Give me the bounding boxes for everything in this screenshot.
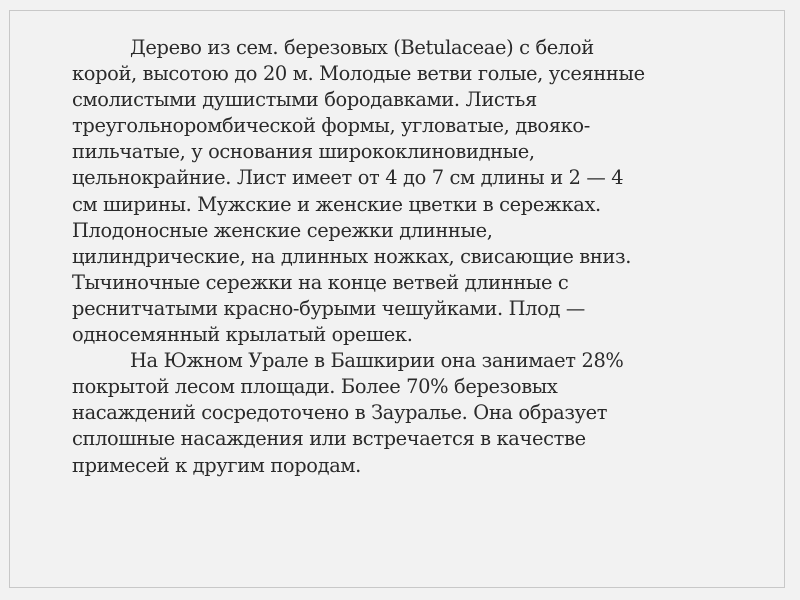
text-line: треугольноромбической формы, угловатые, двояко-	[72, 114, 590, 138]
text-line: примесей к другим породам.	[72, 453, 361, 477]
text-line: реснитчатыми красно-бурыми чешуйками. Плод —	[72, 296, 585, 320]
paragraph-description	[72, 35, 747, 348]
text-line: Тычиночные сережки на конце ветвей длинные с	[72, 270, 569, 294]
text-body	[72, 35, 747, 479]
text-line: насаждений сосредоточено в Зауралье. Она образует	[72, 401, 608, 425]
paragraph-distribution	[72, 348, 747, 478]
text-line: покрытой лесом площади. Более 70% березовых	[72, 375, 558, 399]
text-line: На Южном Урале в Башкирии она занимает 28%	[130, 349, 624, 373]
text-line: цельнокрайние. Лист имеет от 4 до 7 см длины и 2 — 4	[72, 166, 624, 190]
text-line: цилиндрические, на длинных ножках, свисающие вниз.	[72, 244, 632, 268]
text-line: смолистыми душистыми бородавками. Листья	[72, 88, 537, 112]
text-line: сплошные насаждения или встречается в качестве	[72, 427, 586, 451]
text-line: Плодоносные женские сережки длинные,	[72, 218, 493, 242]
text-line: пильчатые, у основания ширококлиновидные,	[72, 140, 535, 164]
text-line: Дерево из сем. березовых (Betulaceae) с белой	[130, 36, 594, 59]
text-line: корой, высотою до 20 м. Молодые ветви голые, усеянные	[72, 62, 645, 86]
text-line: см ширины. Мужские и женские цветки в сережках.	[72, 192, 601, 216]
text-line: односемянный крылатый орешек.	[72, 323, 413, 347]
